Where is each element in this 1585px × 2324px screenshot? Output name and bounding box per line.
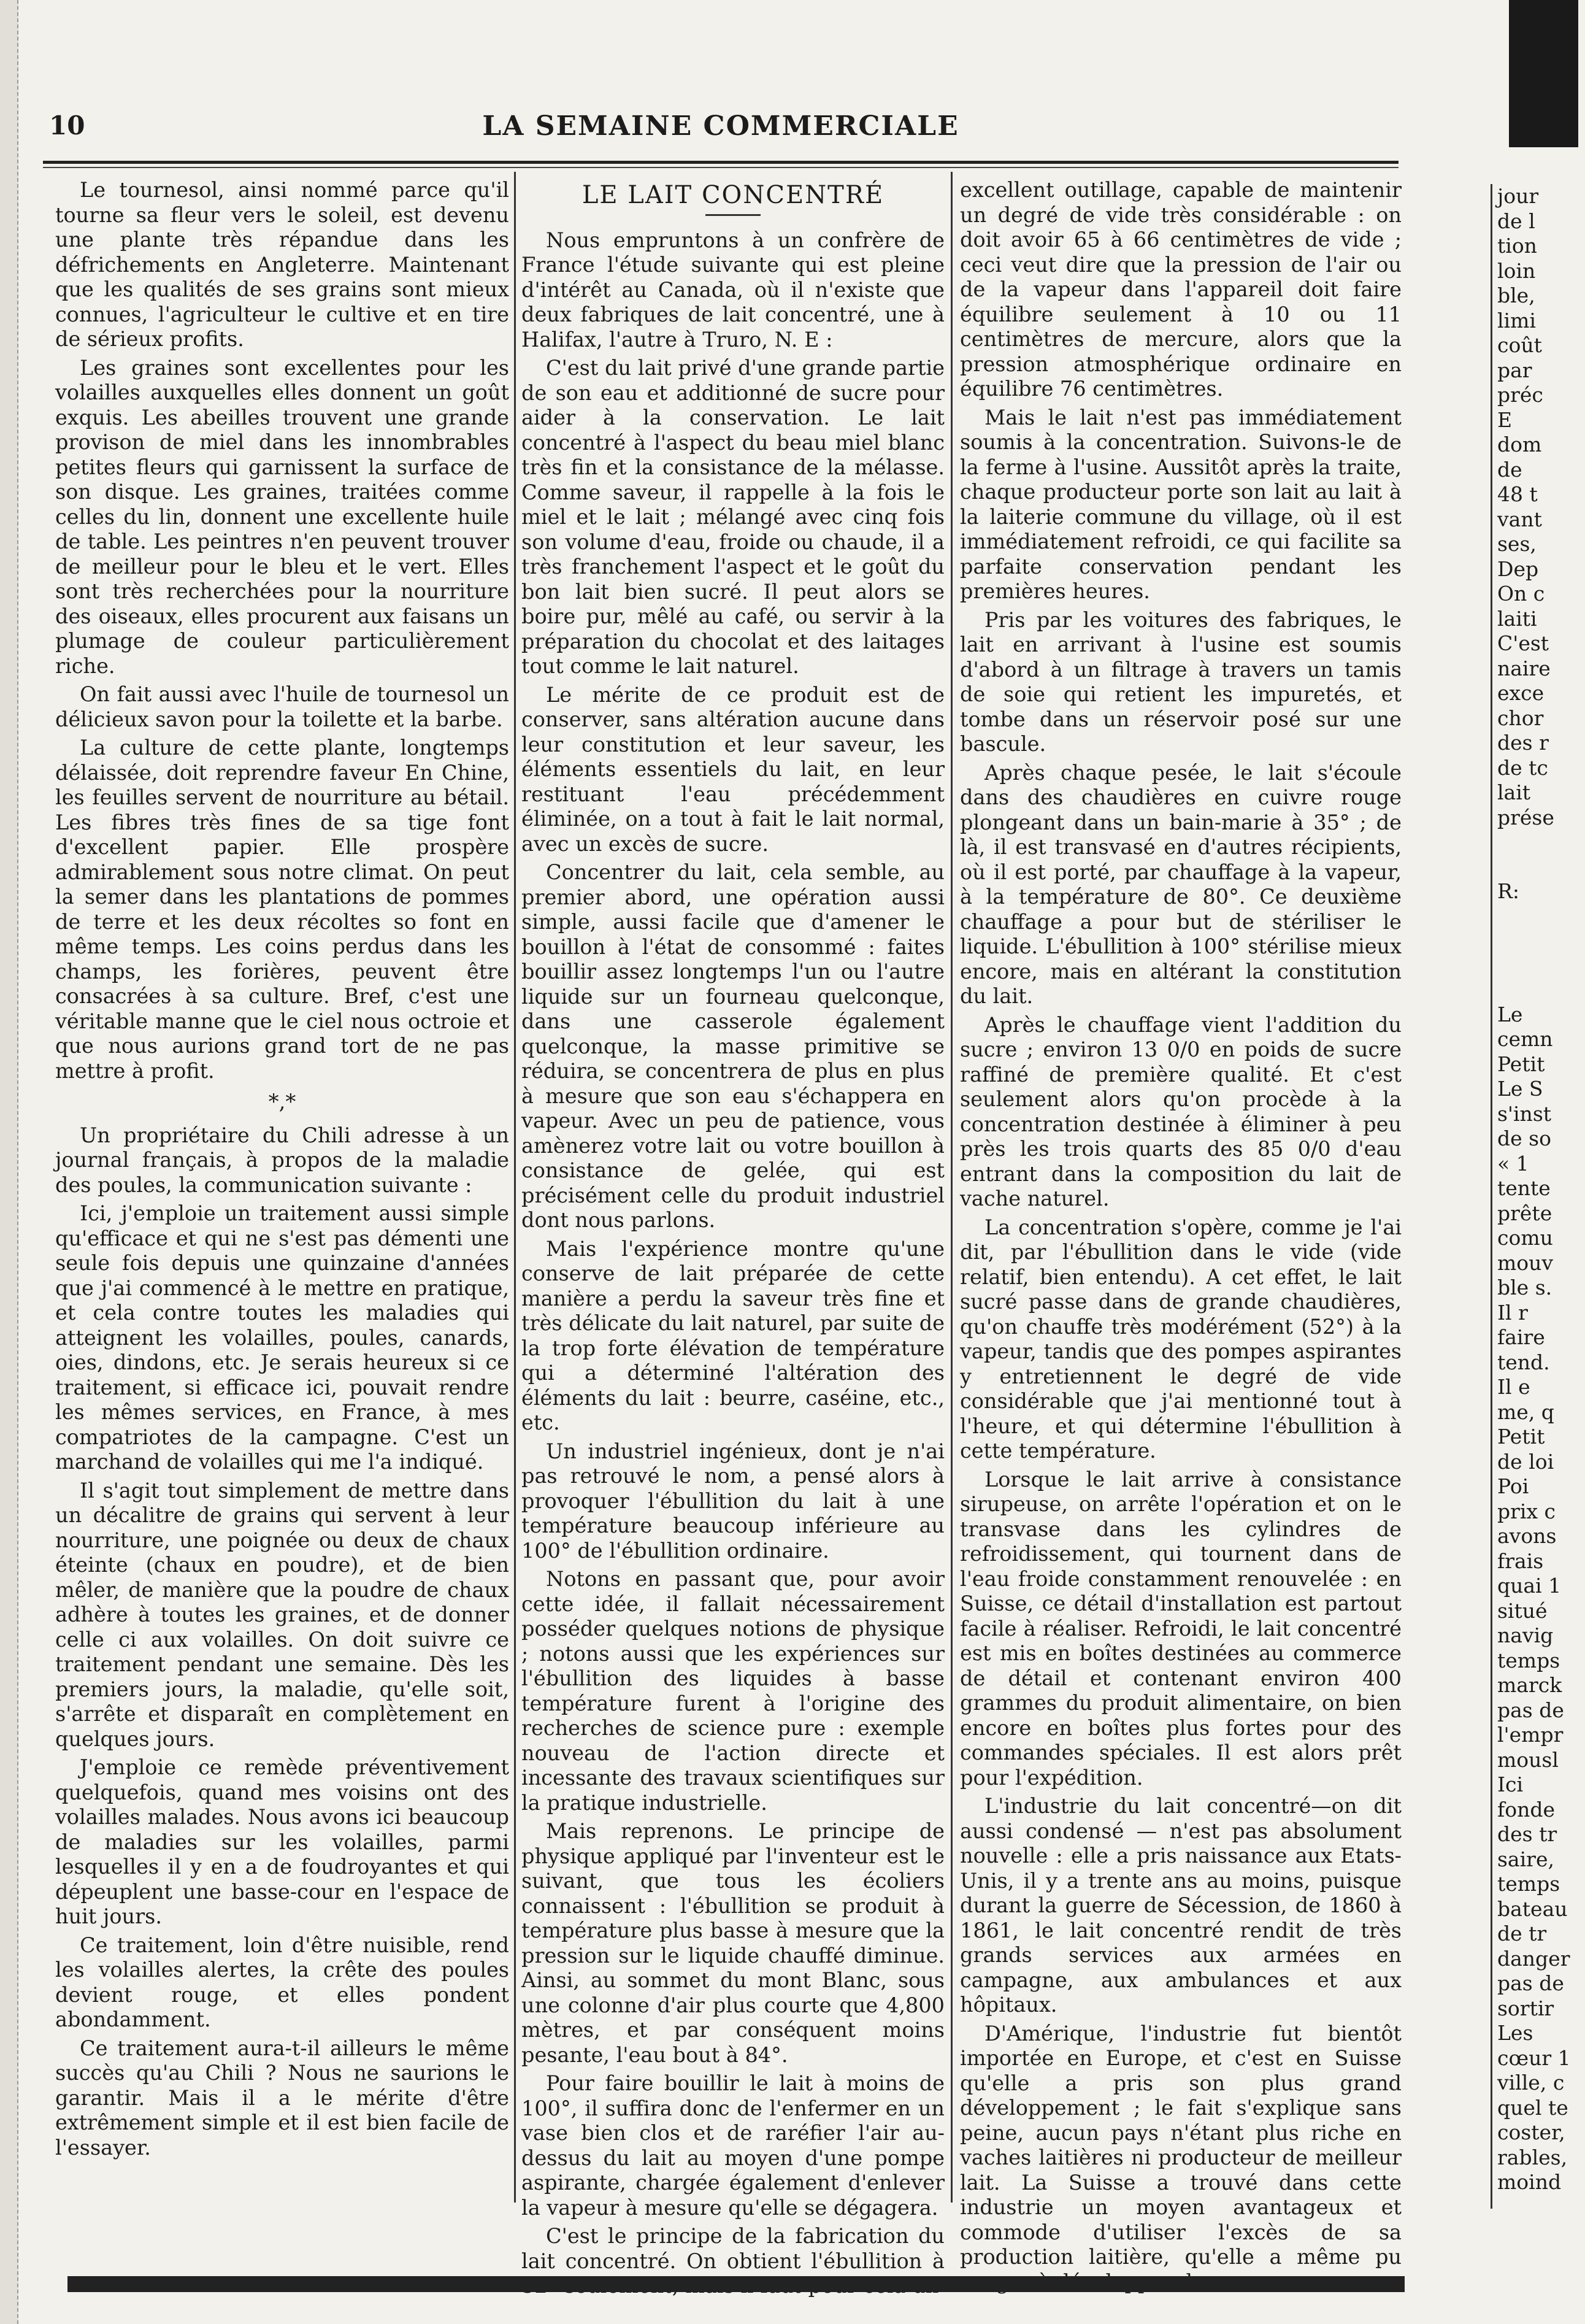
strip-line: loin: [1497, 258, 1536, 283]
strip-line: ble,: [1497, 283, 1535, 307]
strip-line: naire: [1497, 656, 1551, 680]
strip-line: situé: [1497, 1598, 1548, 1623]
strip-line: navig: [1497, 1623, 1554, 1647]
paragraph: On fait aussi avec l'huile de tournesol un délicieux savon pour la toilette et la barbe.: [55, 682, 509, 731]
strip-line: dom: [1497, 433, 1542, 456]
paragraph: Le tournesol, ainsi nommé parce qu'il tourne sa fleur vers le soleil, est devenu une plante très répandue dans les défrichements en Angleterre. Maintenant que les qualités de ses grains sont mieux connues, l'agriculteur le cultive et en tire de sérieux profits.: [55, 178, 509, 351]
strip-line: préc: [1497, 383, 1543, 407]
strip-line: saire,: [1497, 1847, 1554, 1871]
strip-line: de: [1497, 457, 1522, 482]
strip-line: limi: [1497, 308, 1536, 333]
strip-line: chor: [1497, 706, 1544, 730]
strip-line: vant: [1497, 507, 1542, 531]
strip-line: quel te: [1497, 2095, 1568, 2120]
paragraph: Après chaque pesée, le lait s'écoule dans des chaudières en cuivre rouge plongeant dans un bain-marie à 35° ; de là, il est transvasé en d'autres récipients, où il est porté, par chauffage à la vapeur, à la température de 80°. Ce deuxième chauffage a pour but de stériliser le liquide. L'ébullition à 100° stérilise mieux encore, mais en altérant la constitution du lait.: [960, 760, 1402, 1008]
strip-line: de so: [1497, 1126, 1551, 1150]
strip-line: Il e: [1497, 1375, 1530, 1399]
strip-line: marck: [1497, 1673, 1562, 1697]
strip-line: lait: [1497, 780, 1531, 804]
strip-line: temps: [1497, 1872, 1560, 1896]
strip-line: Poi: [1497, 1474, 1529, 1498]
paragraph: Pour faire bouillir le lait à moins de 100°, il suffira donc de l'enfermer en un vase bien clos et de raréfier l'air au-dessus du lait au moyen d'une pompe aspirante, chargée également d'enlever la vapeur à mesure qu'elle se dégagera.: [521, 2071, 945, 2220]
strip-line: [1497, 953, 1585, 978]
page-left-edge: [0, 0, 18, 2324]
strip-line: Petit: [1497, 1052, 1545, 1076]
strip-line: cœur 1: [1497, 2045, 1571, 2070]
paragraph: Le mérite de ce produit est de conserver, sans altération aucune dans leur constitution et leur saveur, les éléments essentiels du lait, en leur restituant l'eau précédemment éliminée, on a tout à fait le lait normal, avec un excès de sucre.: [521, 682, 945, 856]
paragraph: Un industriel ingénieux, dont je n'ai pas retrouvé le nom, a pensé alors à provoquer l'ébullition du lait à une température beaucoup inférieure au 100° de l'ébullition ordinaire.: [521, 1439, 945, 1563]
column-2: [521, 178, 945, 2273]
paragraph: Ce traitement aura-t-il ailleurs le même succès qu'au Chili ? Nous ne saurions le garantir. Mais il a le mérite d'être extrêmement simple et il est bien facile de l'essayer.: [55, 2036, 509, 2160]
strip-line: tion: [1497, 234, 1537, 258]
strip-line: Il r: [1497, 1300, 1528, 1325]
strip-line: E: [1497, 407, 1513, 432]
strip-line: Le S: [1497, 1077, 1543, 1101]
strip-line: moind: [1497, 2170, 1562, 2194]
strip-line: des tr: [1497, 1822, 1557, 1846]
scan-dark-corner: [1509, 0, 1578, 147]
strip-line: tend.: [1497, 1350, 1550, 1374]
strip-line: avons: [1497, 1524, 1557, 1548]
header-rule: [43, 161, 1399, 164]
strip-line: R:: [1497, 879, 1519, 903]
section-separator-stars: *,*: [268, 1090, 296, 1114]
strip-line: laiti: [1497, 606, 1537, 631]
page-header: [43, 110, 1399, 153]
strip-line: Les: [1497, 2021, 1533, 2045]
strip-line: par: [1497, 358, 1532, 382]
column-divider-1: [514, 172, 516, 2203]
strip-line: de tc: [1497, 755, 1548, 780]
header-rule-thin: [43, 167, 1399, 168]
paragraph: Ici, j'emploie un traitement aussi simple qu'efficace et qui ne s'est pas démenti une seule fois depuis une quinzaine d'années que j'ai commencé à le mettre en pratique, et cela contre toutes les maladies qui atteignent les volailles, poules, canards, oies, dindons, etc. Je serais heureux si ce traitement, si efficace ici, pouvait rendre les mêmes services, en France, à mes compatriotes de la campagne. C'est un marchand de volailles qui me l'a indiqué.: [55, 1201, 509, 1474]
paragraph: Il s'agit tout simplement de mettre dans un décalitre de grains qui servent à leur nourriture, une poignée ou deux de chaux éteinte (chaux en poudre), et de bien mêler, de manière que la poudre de chaux adhère à toutes les graines, et de donner celle ci aux volailles. On doit suivre ce traitement pendant une semaine. Dès les premiers jours, la maladie, qu'elle soit, s'arrête et disparaît en complètement en quelques jours.: [55, 1478, 509, 1751]
strip-line: de tr: [1497, 1922, 1547, 1945]
strip-line: « 1: [1497, 1151, 1529, 1175]
strip-line: s'inst: [1497, 1101, 1552, 1126]
strip-line: ble s.: [1497, 1276, 1552, 1299]
strip-line: quai 1: [1497, 1574, 1562, 1598]
paragraph: Après le chauffage vient l'addition du sucre ; environ 13 0/0 en poids de sucre raffiné de première qualité. Et c'est seulement alors qu'on procède à la concentration destinée à éliminer à peu près les trois quarts des 85 0/0 d'eau entrant dans la composition du lait de vache naturel.: [960, 1012, 1402, 1210]
strip-line: frais: [1497, 1549, 1544, 1573]
strip-line: l'empr: [1497, 1723, 1564, 1747]
strip-line: On c: [1497, 582, 1545, 606]
paragraph: La culture de cette plante, longtemps délaissée, doit reprendre faveur En Chine, les feuilles servent de nourriture au bétail. Les fibres très fines de sa tige font d'excellent papier. Elle prospère admirablement sous notre climat. On peut la semer dans les plantations de pommes de terre et les deux récoltes so font en même temps. Les coins perdus dans les champs, les forières, peuvent être consacrées à sa culture. Bref, c'est une véritable manne que le ciel nous octroie et que nous aurions grand tort de ne pas mettre à profit.: [55, 736, 509, 1083]
strip-line: temps: [1497, 1648, 1560, 1672]
strip-line: mousl: [1497, 1747, 1559, 1772]
strip-line: tente: [1497, 1176, 1551, 1200]
strip-line: mouv: [1497, 1250, 1554, 1275]
paragraph: Pris par les voitures des fabriques, le lait en arrivant à l'usine est soumis d'abord à un filtrage à travers un tamis de soie qui retient les impuretés, et tombe dans un réservoir posé sur une bascule.: [960, 607, 1402, 756]
strip-line: cemn: [1497, 1027, 1553, 1051]
strip-line: prése: [1497, 805, 1554, 829]
paragraph: C'est du lait privé d'une grande partie de son eau et additionné de sucre pour aider à la conservation. Le lait concentré à l'aspect du beau miel blanc très fin et la consistance de la mélasse. Comme saveur, il rappelle à la fois le miel et le lait ; mélangé avec cinq fois son volume d'eau, froide ou chaude, il a très franchement l'aspect et le goût du bon lait bien sucré. Il peut alors se boire pur, mêlé au café, ou servir à la préparation du chocolat et des laitages tout comme le lait naturel.: [521, 356, 945, 678]
strip-line: 48 t: [1497, 482, 1538, 506]
strip-line: sortir: [1497, 1996, 1554, 2020]
strip-line: [1497, 904, 1585, 929]
paragraph: Notons en passant que, pour avoir cette idée, il fallait nécessairement posséder quelques notions de physique ; notons aussi que les expériences sur l'ébullition des liquides à basse température furent à l'origine des recherches de science pure : exemple nouveau de l'action directe et incessante des travaux scientifiques sur la pratique industrielle.: [521, 1567, 945, 1815]
strip-line: Le: [1497, 1002, 1523, 1026]
strip-line: [1497, 978, 1585, 1002]
paragraph: La concentration s'opère, comme je l'ai dit, par l'ébullition dans le vide (vide relatif, bien entendu). A cet effet, le lait sucré passe dans de grande chaudières, qu'on chauffe très modérément (52°) à la vapeur, tandis que des pompes aspirantes y entretiennent le degré de vide considérable que j'ai mentionné tout à l'heure, et qui détermine l'ébullition à cette température.: [960, 1215, 1402, 1463]
strip-line: [1497, 929, 1585, 953]
strip-line: rables,: [1497, 2145, 1568, 2169]
adjacent-page-strip: [1491, 184, 1585, 2209]
strip-line: me, q: [1497, 1399, 1554, 1424]
paragraph: Mais le lait n'est pas immédiatement soumis à la concentration. Suivons-le de la ferme à l'usine. Aussitôt après la traite, chaque producteur porte son lait au lait à la laiterie commune du village, où il est immédiatement refroidi, ce qui facilite sa parfaite conservation pendant les premières heures.: [960, 405, 1402, 603]
strip-line: de l: [1497, 209, 1535, 233]
strip-line: comu: [1497, 1226, 1553, 1250]
paragraph: Concentrer du lait, cela semble, au premier abord, une opération aussi simple, aussi facile que d'amener le bouillon à l'état de consommé : faites bouillir assez longtemps l'un ou l'autre liquide sur un fourneau quelconque, dans une casserole également quelconque, la masse primitive se réduira, se concentrera de plus en plus à mesure que son eau s'échappera en vapeur. Avec un peu de patience, vous amènerez votre lait ou votre bouillon à consistance de gelée, qui est précisément celle du produit industriel dont nous parlons.: [521, 860, 945, 1232]
strip-line: coût: [1497, 333, 1542, 357]
strip-line: pas de: [1497, 1971, 1564, 1995]
article-title: LE LAIT CONCENTRÉ: [581, 181, 885, 209]
strip-line: des r: [1497, 731, 1549, 755]
paragraph: Nous empruntons à un confrère de France l'étude suivante qui est pleine d'intérêt au Canada, où il n'existe que deux fabriques de lait concentré, une à Halifax, l'autre à Truro, N. E :: [521, 228, 945, 352]
paragraph: Ce traitement, loin d'être nuisible, rend les volailles alertes, la crête des poules devient rouge, et elles pondent abondamment.: [55, 1933, 509, 2031]
strip-line: C'est: [1497, 631, 1549, 655]
strip-line: danger: [1497, 1946, 1570, 1971]
strip-line: [1497, 855, 1585, 879]
page-number: 10: [49, 110, 85, 140]
paragraph: Mais l'expérience montre qu'une conserve de lait préparée de cette manière a perdu la saveur très fine et très délicate du lait naturel, par suite de la trop forte élévation de température qui a déterminé l'altération des éléments du lait : beurre, caséine, etc., etc.: [521, 1236, 945, 1434]
paragraph: excellent outillage, capable de maintenir un degré de vide très considérable : on doit avoir 65 à 66 centimètres de vide ; ceci veut dire que la pression de l'air ou de la vapeur dans l'appareil doit faire équilibre seulement à 10 ou 11 centimètres de mercure, alors que la pression atmosphérique ordinaire en équilibre 76 centimètres.: [960, 178, 1402, 401]
strip-line: jour: [1497, 184, 1539, 208]
paragraph: Lorsque le lait arrive à consistance sirupeuse, on arrête l'opération et on le transvase dans les cylindres de refroidissement, qui tournent dans de l'eau froide constamment renouvelée : en Suisse, ce détail d'installation est partout facile à réaliser. Refroidi, le lait concentré est mis en boîtes destinées au commerce de détail et contenant environ 400 grammes du produit alimentaire, on bien encore en boîtes plus fortes pour des commandes spéciales. Il est alors prêt pour l'expédition.: [960, 1467, 1402, 1790]
strip-line: de loi: [1497, 1449, 1554, 1474]
strip-line: ses,: [1497, 532, 1537, 556]
strip-line: Dep: [1497, 556, 1539, 581]
journal-title: LA SEMAINE COMMERCIALE: [482, 110, 959, 142]
strip-line: coster,: [1497, 2120, 1565, 2144]
column-divider-2: [951, 172, 953, 2203]
strip-line: prête: [1497, 1201, 1552, 1225]
paragraph: Mais reprenons. Le principe de physique appliqué par l'inventeur est le suivant, que tous les écoliers connaissent : l'ébullition se produit à température plus basse à mesure que la pression sur le liquide chauffé diminue. Ainsi, au sommet du mont Blanc, sous une colonne d'air plus courte que 4,800 mètres, et par conséquent moins pesante, l'eau bout à 84°.: [521, 1819, 945, 2067]
paragraph: Un propriétaire du Chili adresse à un journal français, à propos de la maladie des poules, la communication suivante :: [55, 1123, 509, 1197]
strip-line: Petit: [1497, 1425, 1545, 1449]
paragraph: J'emploie ce remède préventivement quelquefois, quand mes voisins ont des volailles malades. Nous avons ici beaucoup de maladies sur les volailles, parmi lesquelles il y en a de foudroyantes et qui dépeuplent une basse-cour en l'espace de huit jours.: [55, 1755, 509, 1928]
strip-line: prix c: [1497, 1499, 1556, 1523]
paragraph: D'Amérique, l'industrie fut bientôt importée en Europe, et c'est en Suisse qu'elle a pris son plus grand développement ; le fait s'explique sans peine, aucun pays n'étant plus riche en vaches laitières ni producteur de meilleur lait. La Suisse a trouvé dans cette industrie un moyen avantageux et commode d'utiliser l'excès de sa production laitière, qu'elle a même pu: [960, 2021, 1402, 2269]
paragraph: C'est le principe de la fabrication du lait concentré. On obtient l'ébullition à: [521, 2224, 945, 2273]
title-rule: [705, 214, 761, 216]
strip-line: exce: [1497, 681, 1545, 705]
strip-line: [1497, 830, 1585, 855]
paragraph: Les graines sont excellentes pour les volailles auxquelles elles donnent un goût exquis. Les abeilles trouvent une grande provison de miel dans les innombrables petites fleurs qui garnissent la surface de son disque. Les graines, traitées comme celles du lin, donnent une excellente huile de table. Les peintres n'en peuvent trouver de meilleur pour le bleu et le vert. Elles sont très recherchées pour la nourriture des oiseaux, elles procurent aux faisans un plumage de couleur particulièrement riche.: [55, 355, 509, 678]
column-3: [960, 178, 1402, 2269]
strip-line: fonde: [1497, 1797, 1555, 1822]
strip-line: faire: [1497, 1325, 1545, 1349]
column-1: [55, 178, 509, 2203]
bottom-rule: [67, 2276, 1405, 2292]
strip-line: Ici: [1497, 1772, 1524, 1796]
paragraph: L'industrie du lait concentré—on dit aussi condensé — n'est pas absolument nouvelle : elle a pris naissance aux Etats-Unis, il y a trente ans au moins, puisque durant la guerre de Sécession, de 1860 à 1861, le lait concentré rendit de très grands services aux armées en campagne, aux ambulances et aux hôpitaux.: [960, 1794, 1402, 2017]
strip-line: pas de: [1497, 1698, 1564, 1722]
strip-line: bateau: [1497, 1896, 1568, 1921]
strip-line: ville, c: [1497, 2071, 1565, 2095]
